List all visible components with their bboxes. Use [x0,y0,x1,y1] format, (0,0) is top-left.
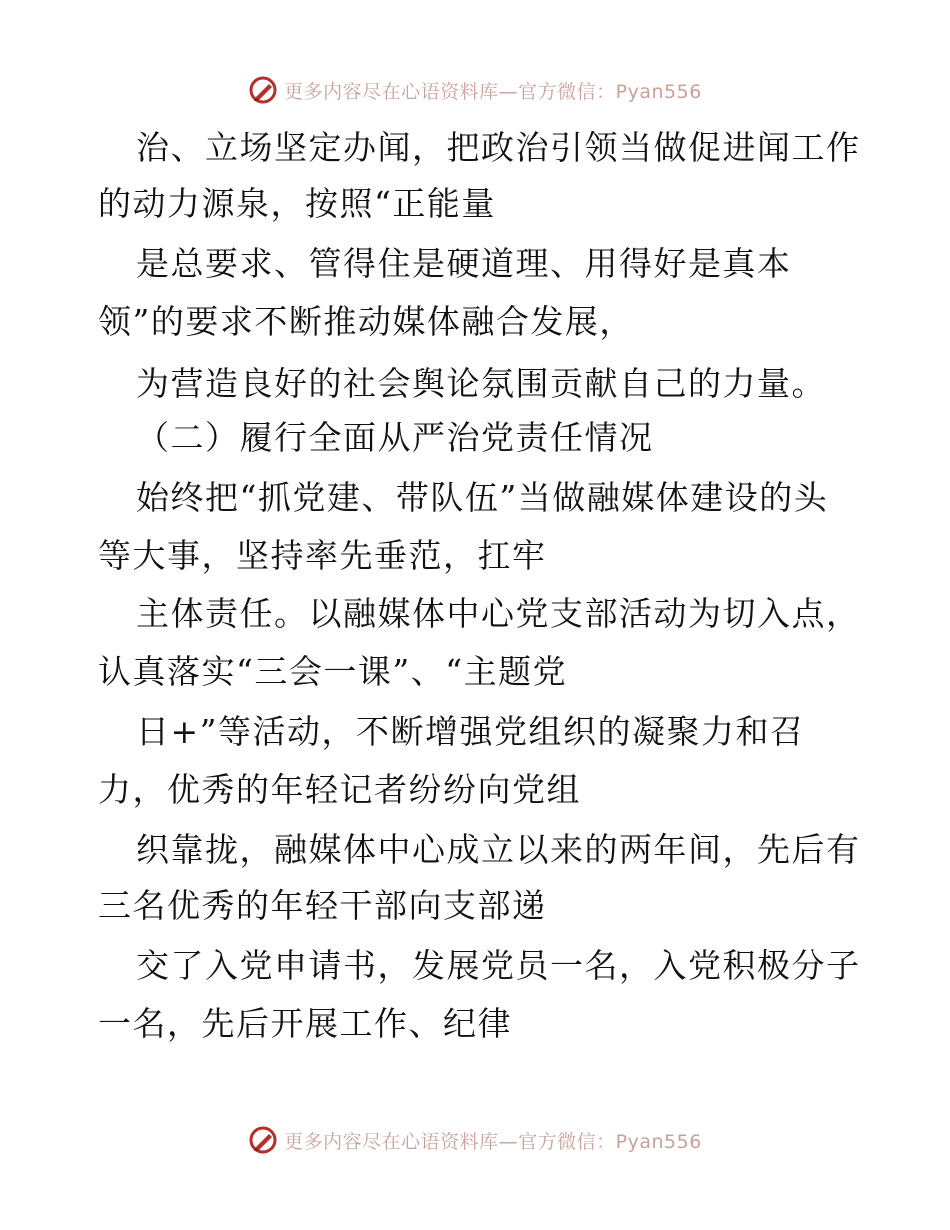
body-line: 力，优秀的年轻记者纷纷向党组 [98,770,581,809]
header-watermark-text: 更多内容尽在心语资料库—官方微信：Pyan556 [284,80,702,103]
body-line: 织靠拢，融媒体中心成立以来的两年间，先后有 [136,830,861,869]
body-line: 为营造良好的社会舆论氛围贡献自己的力量。 [136,364,826,403]
body-line: 认真落实“三会一课”、“主题党 [98,652,568,691]
body-line: 等大事，坚持率先垂范，扛牢 [98,536,547,575]
pen-circle-logo-icon [248,75,278,105]
pen-circle-logo-icon [248,1125,278,1155]
header-watermark [0,70,950,110]
body-line: 领”的要求不断推动媒体融合发展， [98,302,634,341]
body-line: 是总要求、管得住是硬道理、用得好是真本 [136,244,792,283]
body-line: 交了入党申请书，发展党员一名，入党积极分子 [136,946,861,985]
body-line: 日+”等活动，不断增强党组织的凝聚力和召 [136,712,805,751]
body-line: 一名，先后开展工作、纪律 [98,1004,512,1043]
body-line: 的动力源泉，按照“正能量 [98,184,496,223]
body-line: 三名优秀的年轻干部向支部递 [98,886,547,925]
footer-watermark-text: 更多内容尽在心语资料库—官方微信：Pyan556 [284,1130,702,1153]
body-line: 主体责任。以融媒体中心党支部活动为切入点， [136,594,861,633]
body-line: 治、立场坚定办闻，把政治引领当做促进闻工作 [136,128,861,167]
footer-watermark [0,1120,950,1160]
body-line: 始终把“抓党建、带队伍”当做融媒体建设的头 [136,478,829,517]
section-heading: （二）履行全面从严治党责任情况 [136,418,654,457]
